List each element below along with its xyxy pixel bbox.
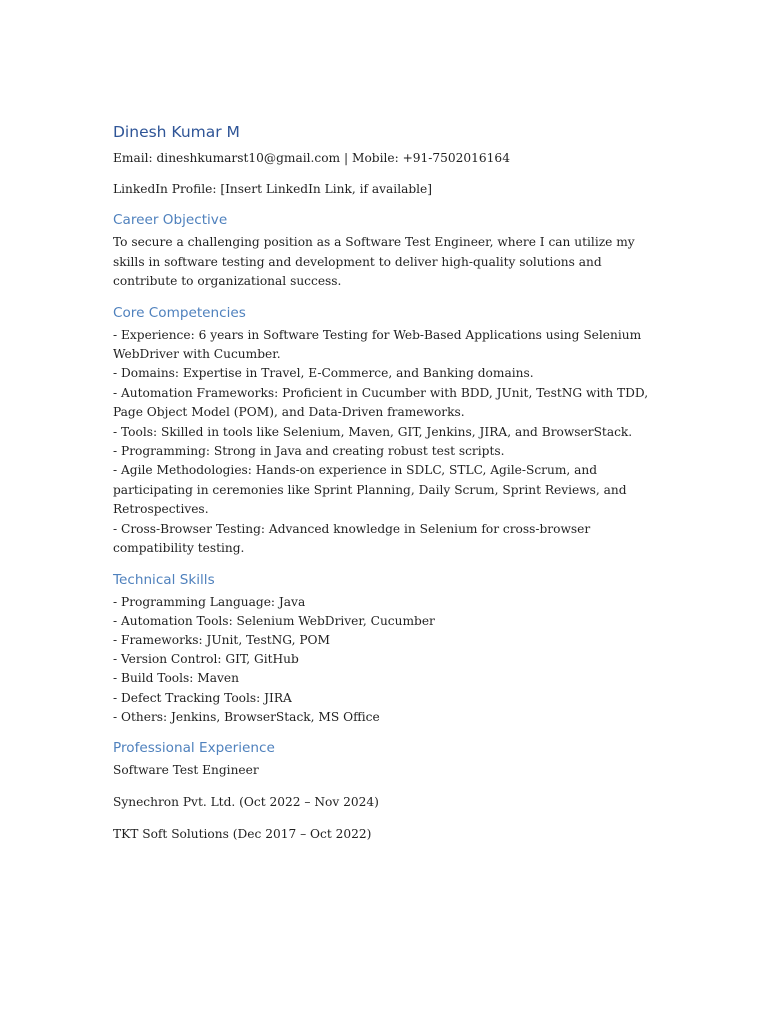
skill-item: - Defect Tracking Tools: JIRA bbox=[113, 690, 292, 705]
professional-experience-section bbox=[113, 738, 658, 844]
competency-item: - Programming: Strong in Java and creating robust test scripts. bbox=[113, 444, 505, 459]
competency-item: - Tools: Skilled in tools like Selenium, Maven, GIT, Jenkins, JIRA, and BrowserStack. bbox=[113, 424, 633, 439]
career-objective-heading: Career Objective bbox=[113, 212, 228, 229]
competency-item: - Domains: Expertise in Travel, E-Commerce, and Banking domains. bbox=[113, 366, 534, 381]
job-title: Software Test Engineer bbox=[113, 762, 259, 777]
linkedin-line: LinkedIn Profile: [Insert LinkedIn Link, if available] bbox=[113, 182, 433, 197]
competency-item: - Agile Methodologies: Hands-on experience in SDLC, STLC, Agile-Scrum, and participating in ceremonies like Sprint Planning, Daily Scrum, Sprint Reviews, and Retrospectives. bbox=[113, 463, 627, 517]
skill-item: - Automation Tools: Selenium WebDriver, Cucumber bbox=[113, 613, 435, 628]
skill-item: - Build Tools: Maven bbox=[113, 671, 239, 686]
competency-item: - Experience: 6 years in Software Testing for Web-Based Applications using Selenium WebDriver with Cucumber. bbox=[113, 327, 642, 362]
core-competencies-section bbox=[113, 303, 658, 559]
employer-entry: Synechron Pvt. Ltd. (Oct 2022 – Nov 2024) bbox=[113, 794, 379, 809]
skill-item: - Programming Language: Java bbox=[113, 594, 306, 609]
technical-skills-heading: Technical Skills bbox=[113, 571, 215, 588]
spacer bbox=[113, 168, 658, 180]
contact-line: Email: dineshkumarst10@gmail.com | Mobile: +91-7502016164 bbox=[113, 151, 510, 165]
skill-item: - Version Control: GIT, GitHub bbox=[113, 652, 299, 667]
skill-item: - Frameworks: JUnit, TestNG, POM bbox=[113, 632, 331, 647]
technical-skills-section bbox=[113, 570, 658, 727]
skill-item: - Others: Jenkins, BrowserStack, MS Office bbox=[113, 709, 380, 724]
candidate-name: Dinesh Kumar M bbox=[113, 123, 240, 141]
employer-entry: TKT Soft Solutions (Dec 2017 – Oct 2022) bbox=[113, 826, 372, 841]
competency-item: - Cross-Browser Testing: Advanced knowledge in Selenium for cross-browser compatibility testing. bbox=[113, 521, 591, 556]
competency-item: - Automation Frameworks: Proficient in Cucumber with BDD, JUnit, TestNG with TDD, Page Object Model (POM), and Data-Driven frameworks. bbox=[113, 385, 649, 420]
professional-experience-heading: Professional Experience bbox=[113, 739, 275, 756]
career-objective-text: To secure a challenging position as a Software Test Engineer, where I can utilize my skills in software testing and development to deliver high-quality solutions and contribute to organizational success. bbox=[113, 235, 635, 289]
career-objective-section bbox=[113, 210, 658, 291]
resume-page bbox=[113, 122, 658, 857]
core-competencies-heading: Core Competencies bbox=[113, 304, 246, 321]
